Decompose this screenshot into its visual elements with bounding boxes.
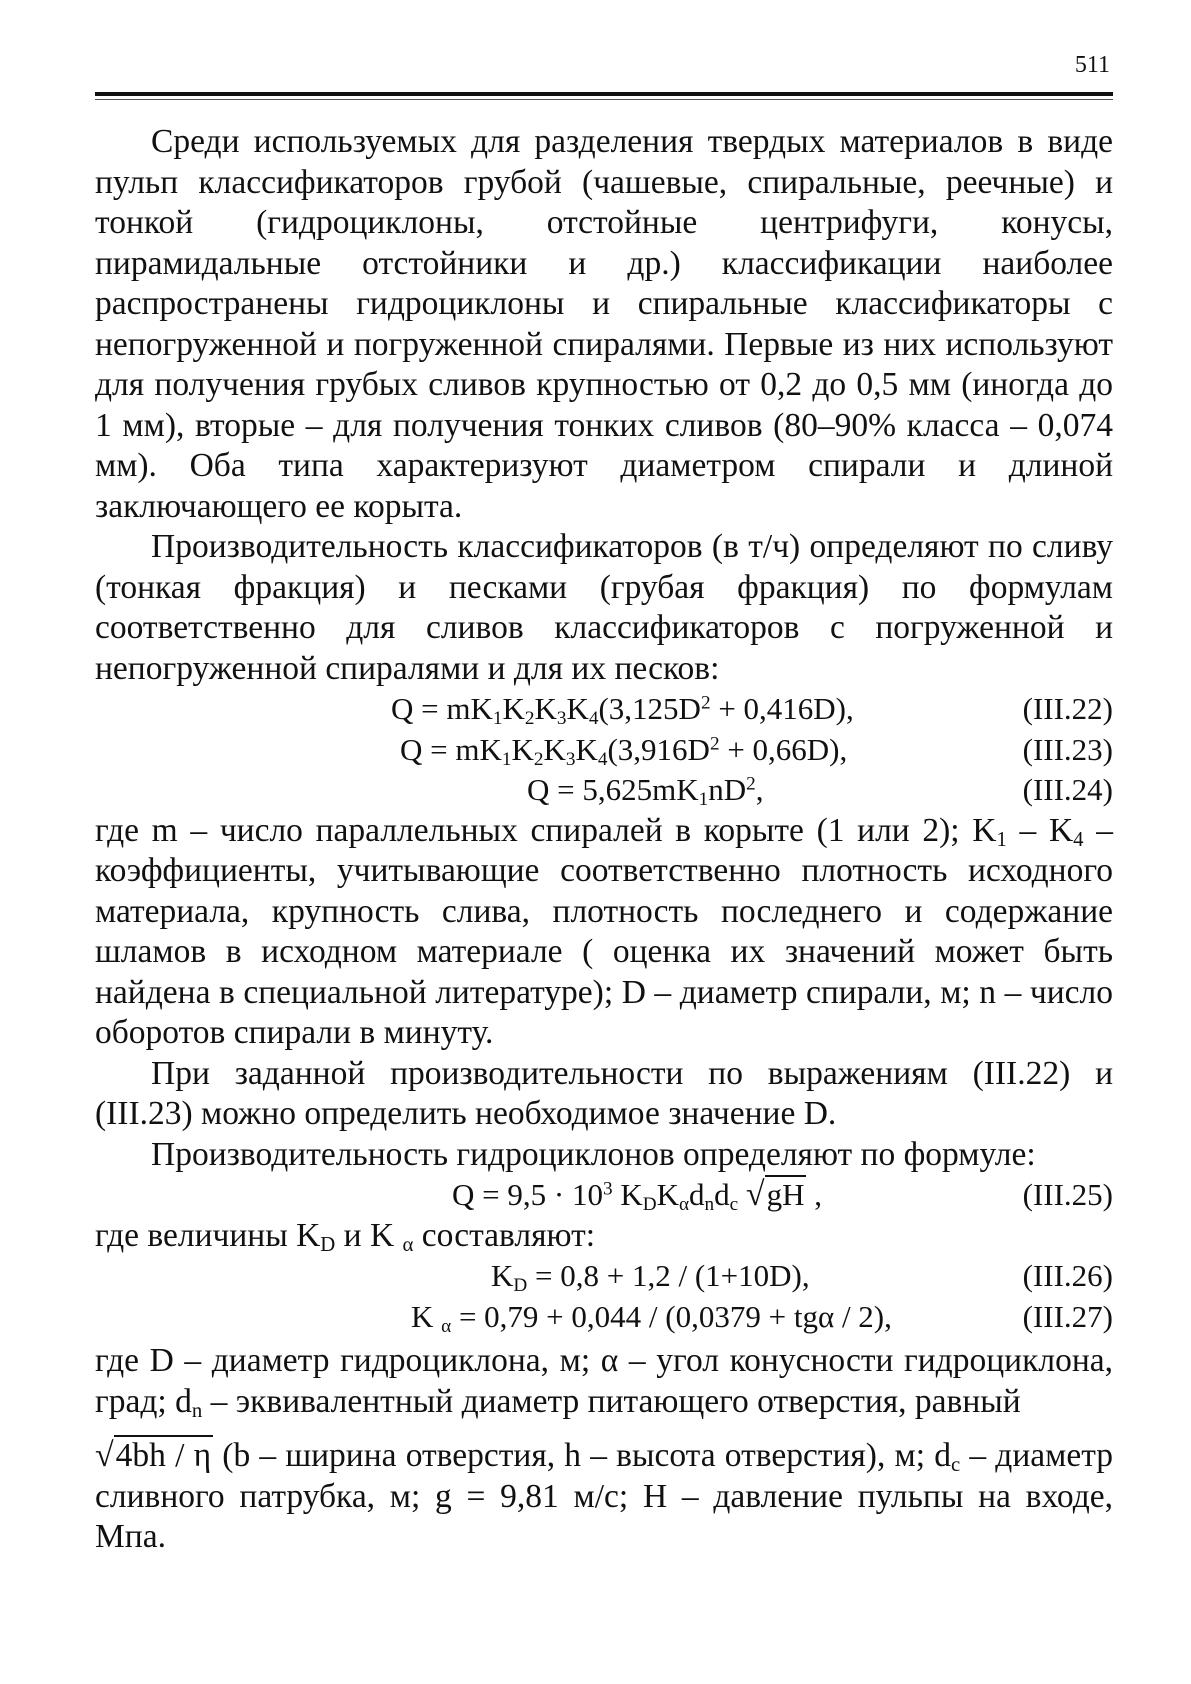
equation-number-III27: (III.27) [1022,1298,1113,1334]
formula-row-III23 [95,730,1113,771]
equation-number-III23: (III.23) [1022,731,1113,767]
formula-row-III27 [95,1297,1113,1338]
formula-III23: $Q = mK_1K_2K_3K_4(3,916D^2 + 0,66D)$, [400,731,848,770]
formula-row-III26 [95,1256,1113,1297]
text-body [95,122,1113,1558]
equation-number-III25: (III.25) [1022,1177,1113,1212]
paragraph-hydrocyclone-definitions-cont: √4bh / η (b – ширина отверстия, h – высота отверстия), м; $d_c$ – диаметр сливного патрубка, м; g = 9,81 м/с; H – давление пульпы на входе, Мпа. [95,1437,1113,1555]
formula-row-III25 [95,1175,1113,1216]
formula-III26: $K_D = 0,8 + 1,2 / (1+10D)$, [491,1258,810,1296]
header-rule-thin [95,99,1113,100]
paragraph-hydrocyclone-definitions: где D – диаметр гидроциклона, м; α – угол конусности гидроциклона, град; $d_n$ – эквивалентный диаметр питающего отверстия, равный [95,1342,1113,1422]
paragraph-given-productivity: При заданной производительности по выражениям (III.22) и (III.23) можно определить необходимое значение D. [95,1054,1113,1132]
sqrt-sign-icon: √ [95,1437,114,1474]
equation-number-III22: (III.22) [1022,691,1113,726]
formula-row-III22 [95,689,1113,730]
formula-III24: $Q = 5,625mK_1nD^2$, [527,772,764,810]
formula-row-III24 [95,770,1113,811]
formula-III27: K $_\alpha$ = 0,79 + 0,044 / (0,0379 + tgα / 2), [411,1298,892,1337]
sqrt-sign-icon: √ [745,1176,765,1213]
header-rule [95,92,1113,96]
paragraph-coefficients: где m – число параллельных спиралей в корыте (1 или 2); $K_1 - K_4$ – коэффициенты, учитывающие соответственно плотность исходного материала, крупность слива, плотность последнего и содержание шламов в исходном материале ( оценка их значений может быть найдена в специальной литературе); D – диаметр спирали, м; n – число оборотов спирали в минуту. [95,811,1113,1051]
paragraph-classifiers-intro: Среди используемых для разделения твердых материалов в виде пульп классификаторов грубой (чашевые, спиральные, реечные) и тонкой (гидроциклоны, отстойные центрифуги, конусы, пирамидальные отстойники и др.) классификации наиболее распространены гидроциклоны и спиральные классификаторы с непогруженной и погруженной спиралями. Первые из них используют для получения грубых сливов крупностью от 0,2 до 0,5 мм (иногда до 1 мм), вторые – для получения тонких сливов (80–90% класса – 0,074 мм). Оба типа характеризуют диаметром спирали и длиной заключающего ее корыта. [95,123,1113,525]
formula-III25: $Q = 9,5 \cdot 10^3$ $K_DK_\alpha d_nd_c$ √gH , [452,1176,822,1215]
page-number: 511 [1074,52,1110,78]
equation-number-III26: (III.26) [1022,1258,1113,1293]
paragraph-hydrocyclone-productivity: Производительность гидроциклонов определяют по формуле: [151,1135,1036,1173]
paragraph-productivity: Производительность классификаторов (в т/ч) определяют по сливу (тонкая фракция) и песками (грубая фракция) по формулам соответственно для сливов классификаторов с погруженной и непогруженной спиралями и для их песков: [95,528,1113,687]
equation-number-III24: (III.24) [1022,772,1113,807]
formula-III22: $Q = mK_1K_2K_3K_4(3,125D^2 + 0,416D)$, [391,691,854,729]
paragraph-values-intro: где величины $K_D$ и K $_\alpha$ составляют: [95,1216,596,1256]
